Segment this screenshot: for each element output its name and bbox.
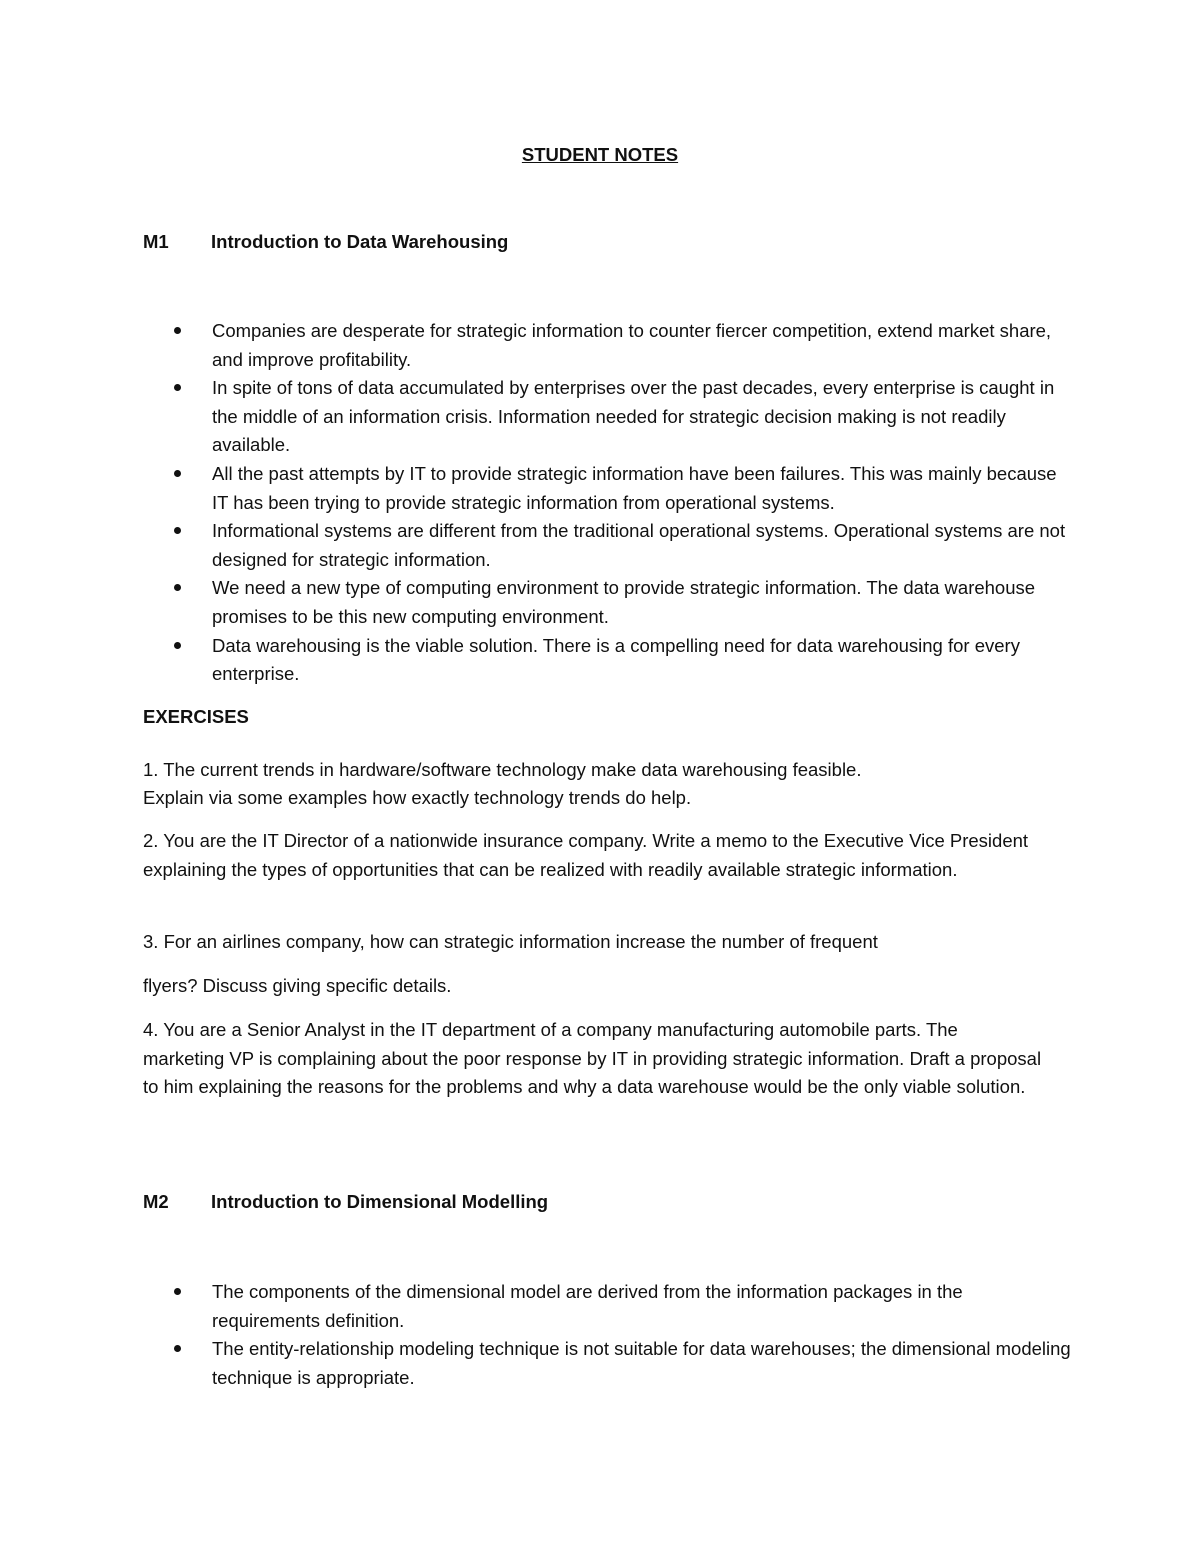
bullet-text: Companies are desperate for strategic information to counter fiercer competition, extend market share, and improve profitability. [212, 320, 1052, 370]
list-item [212, 1335, 1072, 1392]
bullet-icon [174, 470, 181, 477]
module-heading-m1 [143, 231, 508, 253]
module-code: M2 [143, 1191, 169, 1212]
bullet-list-m2 [212, 1278, 1072, 1392]
bullet-text: Informational systems are different from the traditional operational systems. Operational systems are not designed for strategic information. [212, 520, 1066, 570]
module-title: Introduction to Data Warehousing [211, 231, 509, 252]
list-item [212, 317, 1072, 374]
bullet-text: The components of the dimensional model are derived from the information packages in the requirements definition. [212, 1281, 963, 1331]
bullet-icon [174, 1345, 181, 1352]
list-item [212, 460, 1072, 517]
bullet-text: Data warehousing is the viable solution. There is a compelling need for data warehousing for every enterprise. [212, 634, 1020, 685]
bullet-icon [174, 642, 181, 649]
exercises-heading: EXERCISES [143, 706, 249, 727]
exercise-line: 2. You are the IT Director of a nationwide insurance company. Write a memo to the Executive Vice President explaining the types of opportunities that can be realized with readily available strategic information. [143, 830, 1029, 880]
bullet-icon [174, 1288, 181, 1295]
bullet-list-m1 [212, 317, 1072, 689]
list-item [212, 1278, 1072, 1335]
exercise-line: Explain via some examples how exactly technology trends do help. [143, 787, 692, 808]
bullet-icon [174, 527, 181, 534]
bullet-text: All the past attempts by IT to provide strategic information have been failures. This was mainly because IT has been trying to provide strategic information from operational systems. [212, 462, 1057, 513]
bullet-text: The entity-relationship modeling technique is not suitable for data warehouses; the dimensional modeling technique is appropriate. [212, 1338, 1071, 1388]
bullet-text: We need a new type of computing environment to provide strategic information. The data warehouse promises to be this new computing environment. [212, 577, 1036, 627]
module-code: M1 [143, 231, 169, 252]
exercise-line: 3. For an airlines company, how can strategic information increase the number of frequent [143, 931, 878, 952]
module-title: Introduction to Dimensional Modelling [211, 1191, 549, 1212]
module-heading-m2 [143, 1191, 548, 1213]
list-item [212, 632, 1072, 689]
exercise-line: 4. You are a Senior Analyst in the IT department of a company manufacturing automobile parts. The marketing VP is complaining about the poor response by IT in providing strategic information. Draft a proposal to him explaining the reasons for the problems and why a data warehouse would be the only viable solution. [143, 1019, 1042, 1098]
bullet-icon [174, 384, 181, 391]
bullet-text: In spite of tons of data accumulated by enterprises over the past decades, every enterprise is caught in the middle of an information crisis. Information needed for strategic decision making is not readily available. [212, 377, 1055, 456]
list-item [212, 574, 1072, 631]
list-item [212, 517, 1072, 574]
list-item [212, 374, 1072, 460]
bullet-icon [174, 327, 181, 334]
bullet-icon [174, 584, 181, 591]
document-title: STUDENT NOTES [521, 144, 679, 165]
exercise-line: flyers? Discuss giving specific details. [143, 975, 452, 996]
exercise-line: 1. The current trends in hardware/software technology make data warehousing feasible. [143, 759, 862, 780]
